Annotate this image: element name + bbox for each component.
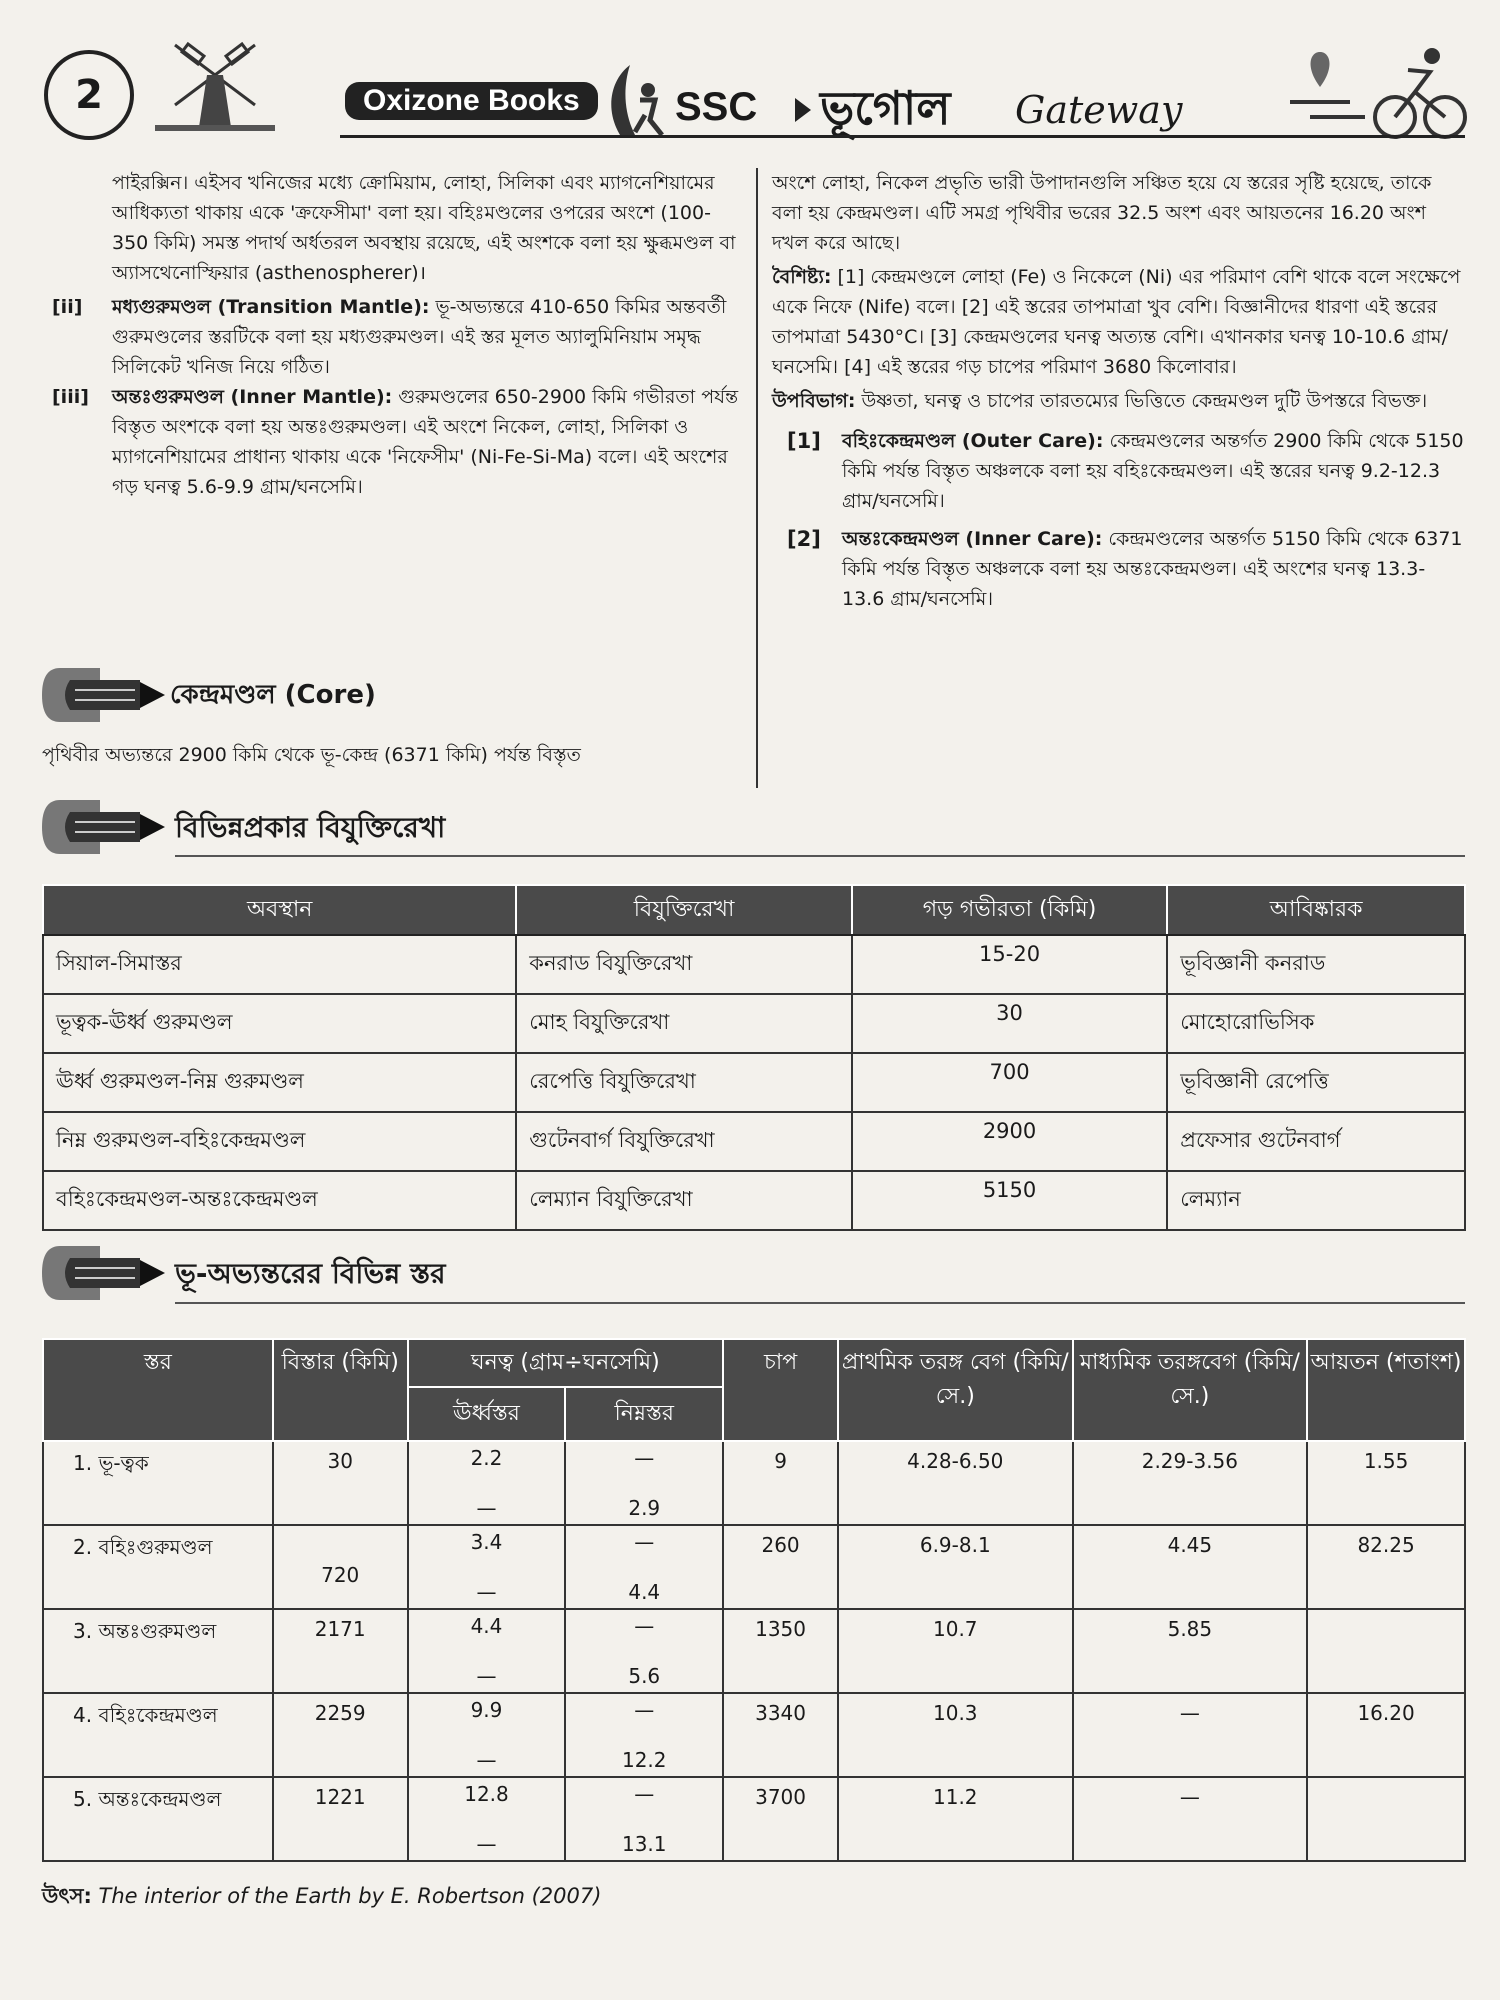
- pen-icon: [40, 660, 170, 730]
- table-cell: [43, 1609, 273, 1693]
- table-row: [43, 1053, 1465, 1112]
- gateway-label: Gateway: [1015, 88, 1183, 132]
- table-row: [43, 1609, 1465, 1693]
- cyclist-icon: [1280, 42, 1470, 142]
- section-heading-core: [40, 660, 740, 730]
- paragraph: অংশে লোহা, নিকেল প্রভৃতি ভারী উপাদানগুলি সঞ্চিত হয়ে যে স্তরের সৃষ্টি হয়েছে, তাকে বলা হয় কেন্দ্রমণ্ডল। এটি সমগ্র পৃথিবীর ভরের 32.5 অংশ এবং আয়তনের 16.20 অংশ দখল করে আছে।: [772, 172, 1432, 254]
- cell-value: 3700: [755, 1785, 807, 1809]
- table-row: [43, 935, 1465, 994]
- section-heading-discontinuities: [40, 792, 740, 862]
- column-divider: [756, 168, 758, 788]
- cell-value: 10.7: [933, 1617, 978, 1641]
- table-cell: ঊর্ধ্ব গুরুমণ্ডল-নিম্ন গুরুমণ্ডল: [43, 1053, 516, 1112]
- table-cell: [838, 1525, 1073, 1609]
- cell-value: 4.45: [1167, 1533, 1213, 1557]
- item-number: [ii]: [52, 296, 83, 318]
- item-number: [2]: [787, 527, 821, 551]
- publisher-badge: Oxizone Books: [345, 82, 598, 120]
- features-text: [1] কেন্দ্রমণ্ডলে লোহা (Fe) ও নিকেলে (Ni) এর পরিমাণ বেশি থাকে বলে সংক্ষেপে একে নিফে (Nife) বলে। [2] এই স্তরের তাপমাত্রা খুব বেশি। বিজ্ঞানীদের ধারণা এই স্তরের তাপমাত্রা 5430°C। [3] কেন্দ্রমণ্ডলের ঘনত্ব অত্যন্ত বেশি। এখানকার ঘনত্ব 10-10.6 গ্রাম/ঘনসেমি। [4] এই স্তরের গড় চাপের পরিমাণ 3680 কিলোবার।: [772, 266, 1461, 378]
- table-cell: 2900: [852, 1112, 1167, 1171]
- column-header: স্তর: [43, 1339, 273, 1441]
- cell-value: 12.8: [464, 1782, 509, 1806]
- cell-value: —: [634, 1782, 655, 1806]
- table-cell: মোহ বিযুক্তিরেখা: [516, 994, 852, 1053]
- table-row: [43, 1525, 1465, 1609]
- cell-value: [1309, 1779, 1463, 1785]
- subject-title: ভূগোল: [820, 81, 951, 135]
- cell-value: 11.2: [933, 1785, 978, 1809]
- table-cell: [273, 1693, 408, 1777]
- paragraph-subdivision: [772, 386, 1467, 416]
- table-cell: [723, 1777, 838, 1861]
- discontinuity-table: [42, 884, 1466, 1231]
- table-cell: [565, 1525, 723, 1609]
- section-rule: [175, 855, 1465, 857]
- item-title: অন্তঃগুরুমণ্ডল (Inner Mantle):: [112, 386, 393, 408]
- paragraph-features: [772, 262, 1467, 382]
- table-cell: [408, 1525, 566, 1609]
- table-cell: [838, 1777, 1073, 1861]
- table-cell: কনরাড বিযুক্তিরেখা: [516, 935, 852, 994]
- table-cell: [43, 1777, 273, 1861]
- source-text: The interior of the Earth by E. Robertson (2007): [91, 1884, 602, 1908]
- table-cell: [1073, 1777, 1308, 1861]
- cell-value: 2171: [314, 1617, 366, 1641]
- core-intro: [42, 740, 762, 770]
- section-title: কেন্দ্রমণ্ডল (Core): [170, 680, 376, 710]
- source-note: [42, 1880, 601, 1915]
- item-title: অন্তঃকেন্দ্রমণ্ডল (Inner Care):: [842, 528, 1103, 550]
- column-header: গড় গভীরতা (কিমি): [852, 885, 1167, 935]
- table-cell: [43, 1525, 273, 1609]
- item-text: কেন্দ্রমণ্ডলের অন্তর্গত 2900 কিমি থেকে 5150 কিমি পর্যন্ত বিস্তৃত অঞ্চলকে বলা হয় বহিঃকেন্দ্রমণ্ডল। এই স্তরের ঘনত্ব 9.2-12.3 গ্রাম/ঘনসেমি।: [842, 430, 1464, 512]
- cell-value: 9.9: [470, 1698, 503, 1722]
- cell-value: 2.2: [470, 1446, 503, 1470]
- cell-value: 720: [321, 1563, 360, 1587]
- features-label: বৈশিষ্ট্য:: [772, 266, 832, 288]
- column-header: ঘনত্ব (গ্রাম÷ঘনসেমি): [408, 1339, 724, 1387]
- cell-value: —: [476, 1496, 497, 1520]
- pen-icon: [40, 1238, 170, 1308]
- section-heading-layers: [40, 1238, 740, 1308]
- table-cell: [43, 1441, 273, 1525]
- cell-value: 4.4: [470, 1614, 503, 1638]
- table-cell: [565, 1777, 723, 1861]
- series-label: SSC: [675, 85, 758, 129]
- cell-value: 16.20: [1357, 1701, 1415, 1725]
- table-row: [43, 1693, 1465, 1777]
- cell-value: 4.4: [628, 1580, 661, 1604]
- table-cell: ভূবিজ্ঞানী কনরাড: [1167, 935, 1465, 994]
- column-header: বিস্তার (কিমি): [273, 1339, 408, 1441]
- table-cell: রেপেত্তি বিযুক্তিরেখা: [516, 1053, 852, 1112]
- item-title: মধ্যগুরুমণ্ডল (Transition Mantle):: [112, 296, 430, 318]
- table-cell: [838, 1441, 1073, 1525]
- right-column: [772, 168, 1467, 614]
- item-text: গুরুমণ্ডলের 650-2900 কিমি গভীরতা পর্যন্ত বিস্তৃত অংশকে বলা হয় অন্তঃগুরুমণ্ডল। এই অংশে নিকেল, লোহা, সিলিকা ও ম্যাগনেশিয়ামের প্রাধান্য থাকায় একে 'নিফেসীম' (Ni-Fe-Si-Ma) বলে। এই অংশের গড় ঘনত্ব 5.6-9.9 গ্রাম/ঘনসেমি।: [112, 386, 739, 498]
- table-cell: [1073, 1441, 1308, 1525]
- arrow-icon: [795, 98, 811, 122]
- cell-value: 2.9: [628, 1496, 661, 1520]
- cell-value: —: [476, 1832, 497, 1856]
- cell-value: 3340: [755, 1701, 807, 1725]
- table-cell: [723, 1693, 838, 1777]
- column-header: প্রাথমিক তরঙ্গ বেগ (কিমি/সে.): [838, 1339, 1073, 1441]
- list-item-inner-core: [787, 524, 1467, 614]
- table-cell: বহিঃকেন্দ্রমণ্ডল-অন্তঃকেন্দ্রমণ্ডল: [43, 1171, 516, 1230]
- table-cell: [1307, 1441, 1465, 1525]
- column-header: চাপ: [723, 1339, 838, 1441]
- cell-value: —: [476, 1664, 497, 1688]
- table-cell: 15-20: [852, 935, 1167, 994]
- table-header-row: [43, 1339, 1465, 1387]
- cell-value: —: [634, 1446, 655, 1470]
- subdivision-text: উষ্ণতা, ঘনত্ব ও চাপের তারতম্যের ভিত্তিতে কেন্দ্রমণ্ডল দুটি উপস্তরে বিভক্ত।: [855, 390, 1428, 412]
- table-cell: [43, 1693, 273, 1777]
- column-header: ঊর্ধ্বস্তর: [408, 1387, 566, 1441]
- table-header-row: [43, 885, 1465, 935]
- cell-value: —: [1179, 1701, 1200, 1725]
- table-cell: লেম্যান বিযুক্তিরেখা: [516, 1171, 852, 1230]
- cell-value: 2259: [314, 1701, 366, 1725]
- cell-value: 10.3: [933, 1701, 978, 1725]
- table-cell: [408, 1693, 566, 1777]
- left-column: [42, 168, 742, 502]
- table-cell: ভূত্বক-ঊর্ধ্ব গুরুমণ্ডল: [43, 994, 516, 1053]
- table-row: [43, 994, 1465, 1053]
- table-cell: [1307, 1693, 1465, 1777]
- table-cell: [408, 1777, 566, 1861]
- subdivision-label: উপবিভাগ:: [772, 390, 856, 412]
- table-cell: [1073, 1693, 1308, 1777]
- cell-value: 5. অন্তঃকেন্দ্রমণ্ডল: [73, 1787, 222, 1811]
- list-item-transition-mantle: [42, 292, 742, 382]
- cell-value: 4. বহিঃকেন্দ্রমণ্ডল: [73, 1703, 218, 1727]
- cell-value: 1350: [755, 1617, 807, 1641]
- cell-value: 12.2: [621, 1748, 667, 1772]
- table-cell: [1073, 1525, 1308, 1609]
- cell-value: 2. বহিঃগুরুমণ্ডল: [73, 1535, 213, 1559]
- cell-value: 3.4: [470, 1530, 503, 1554]
- cell-value: [1309, 1611, 1463, 1617]
- pen-icon: [40, 792, 170, 862]
- ssc-logo-icon: [600, 60, 670, 140]
- cell-value: 1221: [314, 1785, 366, 1809]
- cell-value: 3. অন্তঃগুরুমণ্ডল: [73, 1619, 217, 1643]
- cell-value: 9: [774, 1449, 787, 1473]
- item-number: [1]: [787, 429, 821, 453]
- table-cell: [565, 1441, 723, 1525]
- table-cell: [1073, 1609, 1308, 1693]
- paragraph: পাইরক্সিন। এইসব খনিজের মধ্যে ক্রোমিয়াম, লোহা, সিলিকা এবং ম্যাগনেশিয়ামের আধিক্যতা থাকায় একে 'ক্রফেসীমা' বলা হয়। বহিঃমণ্ডলের ওপরের অংশে (100-350 কিমি) সমস্ত পদার্থ অর্ধতরল অবস্থায় রয়েছে, এই অংশকে বলা হয় ক্ষুব্ধমণ্ডল বা অ্যাসথেনোস্ফিয়ার (asthenospherer)।: [112, 172, 736, 284]
- section-title: বিভিন্নপ্রকার বিযুক্তিরেখা: [175, 811, 446, 844]
- table-cell: [723, 1441, 838, 1525]
- windmill-icon: [155, 35, 275, 135]
- cell-value: 1. ভূ-ত্বক: [73, 1451, 149, 1475]
- table-cell: 30: [852, 994, 1167, 1053]
- paragraph: পৃথিবীর অভ্যন্তরে 2900 কিমি থেকে ভূ-কেন্দ্র (6371 কিমি) পর্যন্ত বিস্তৃত: [42, 744, 581, 766]
- cell-value: —: [1179, 1785, 1200, 1809]
- table-cell: [273, 1525, 408, 1609]
- table-cell: সিয়াল-সিমাস্তর: [43, 935, 516, 994]
- page-number: 2: [44, 50, 134, 140]
- table-row: [43, 1441, 1465, 1525]
- table-cell: প্রফেসার গুটেনবার্গ: [1167, 1112, 1465, 1171]
- cell-value: 2.29-3.56: [1141, 1449, 1238, 1473]
- table-row: [43, 1171, 1465, 1230]
- table-cell: [723, 1609, 838, 1693]
- table-row: [43, 1777, 1465, 1861]
- cell-value: 82.25: [1357, 1533, 1415, 1557]
- table-cell: গুটেনবার্গ বিযুক্তিরেখা: [516, 1112, 852, 1171]
- cell-value: 4.28-6.50: [907, 1449, 1004, 1473]
- table-cell: [408, 1609, 566, 1693]
- column-header: বিযুক্তিরেখা: [516, 885, 852, 935]
- table-cell: মোহোরোভিসিক: [1167, 994, 1465, 1053]
- column-header: অবস্থান: [43, 885, 516, 935]
- cell-value: —: [634, 1530, 655, 1554]
- table-cell: [273, 1441, 408, 1525]
- cell-value: 5.85: [1167, 1617, 1213, 1641]
- cell-value: 1.55: [1363, 1449, 1409, 1473]
- cell-value: —: [476, 1748, 497, 1772]
- table-cell: [1307, 1777, 1465, 1861]
- item-text: কেন্দ্রমণ্ডলের অন্তর্গত 5150 কিমি থেকে 6371 কিমি পর্যন্ত বিস্তৃত অঞ্চলকে বলা হয় অন্তঃকেন্দ্রমণ্ডল। এই অংশের ঘনত্ব 13.3-13.6 গ্রাম/ঘনসেমি।: [842, 528, 1463, 610]
- cell-value: —: [476, 1580, 497, 1604]
- cell-value: 260: [761, 1533, 800, 1557]
- table-row: [43, 1112, 1465, 1171]
- cell-value: —: [634, 1698, 655, 1722]
- column-header: নিম্নস্তর: [565, 1387, 723, 1441]
- table-cell: [273, 1777, 408, 1861]
- table-cell: ভূবিজ্ঞানী রেপেত্তি: [1167, 1053, 1465, 1112]
- cell-value: 13.1: [621, 1832, 667, 1856]
- table-cell: 5150: [852, 1171, 1167, 1230]
- table-cell: [838, 1693, 1073, 1777]
- table-cell: 700: [852, 1053, 1167, 1112]
- column-header: আবিষ্কারক: [1167, 885, 1465, 935]
- cell-value: 30: [327, 1449, 353, 1473]
- table-cell: নিম্ন গুরুমণ্ডল-বহিঃকেন্দ্রমণ্ডল: [43, 1112, 516, 1171]
- table-cell: [565, 1693, 723, 1777]
- table-cell: [723, 1525, 838, 1609]
- table-cell: [838, 1609, 1073, 1693]
- cell-value: 6.9-8.1: [919, 1533, 991, 1557]
- item-text: ভূ-অভ্যন্তরে 410-650 কিমির অন্তবর্তী গুরুমণ্ডলের স্তরটিকে বলা হয় মধ্যগুরুমণ্ডল। এই স্তর মূলত অ্যালুমিনিয়াম সমৃদ্ধ সিলিকেট খনিজ নিয়ে গঠিত।: [112, 296, 727, 378]
- table-cell: লেম্যান: [1167, 1171, 1465, 1230]
- header-rule: [340, 135, 1465, 138]
- section-title: ভূ-অভ্যন্তরের বিভিন্ন স্তর: [175, 1257, 446, 1290]
- section-rule: [175, 1302, 1465, 1304]
- table-cell: [1307, 1609, 1465, 1693]
- list-item-inner-mantle: [42, 382, 742, 502]
- table-cell: [273, 1609, 408, 1693]
- table-cell: [408, 1441, 566, 1525]
- item-number: [iii]: [52, 386, 89, 408]
- source-label: উৎস:: [42, 1884, 92, 1908]
- column-header: মাধ্যমিক তরঙ্গবেগ (কিমি/সে.): [1073, 1339, 1308, 1441]
- table-cell: [1307, 1525, 1465, 1609]
- item-title: বহিঃকেন্দ্রমণ্ডল (Outer Care):: [842, 430, 1104, 452]
- table-cell: [565, 1609, 723, 1693]
- earth-layers-table: [42, 1338, 1466, 1862]
- cell-value: —: [634, 1614, 655, 1638]
- page-header: [40, 30, 1470, 140]
- column-header: আয়তন (শতাংশ): [1307, 1339, 1465, 1441]
- list-item-outer-core: [787, 426, 1467, 516]
- cell-value: 5.6: [628, 1664, 661, 1688]
